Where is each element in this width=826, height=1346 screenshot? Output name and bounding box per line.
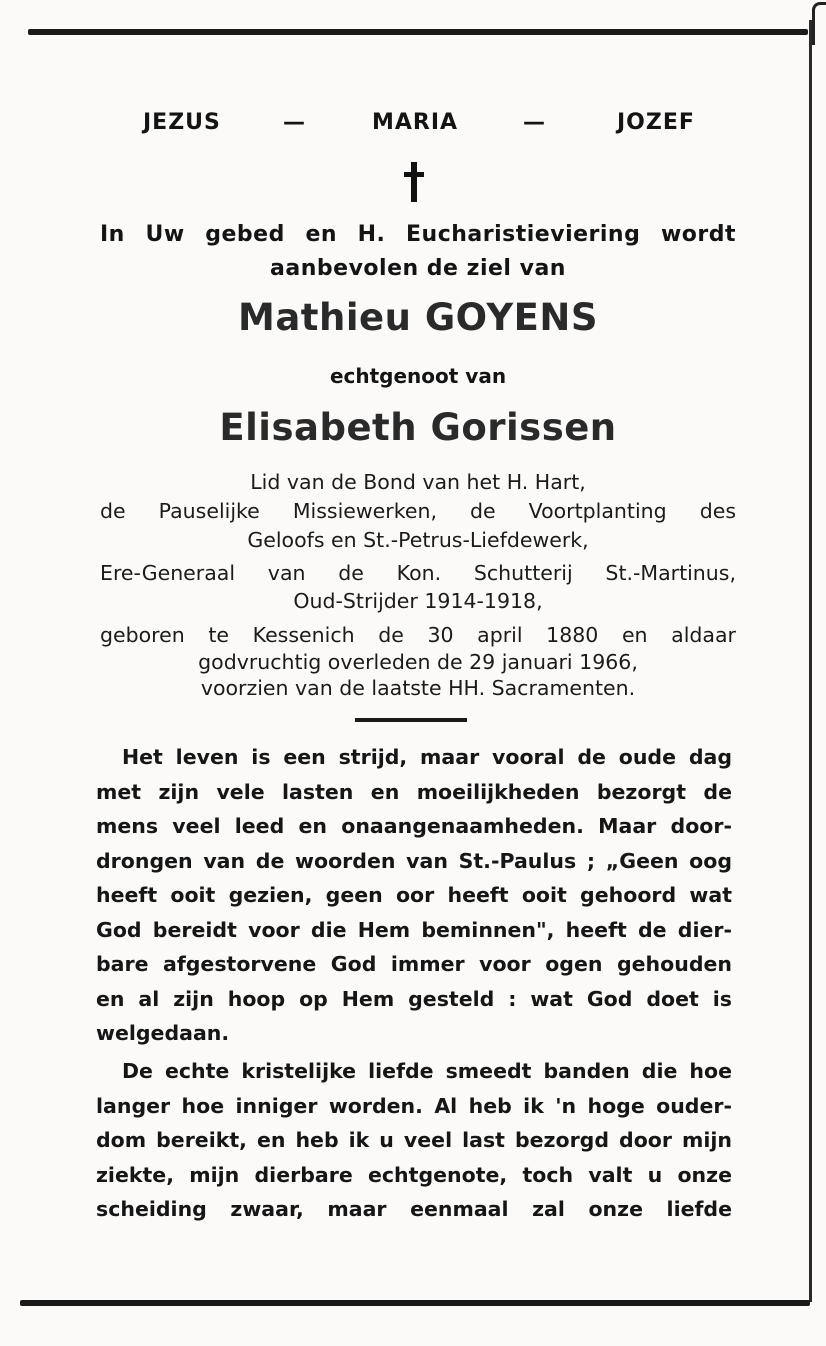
intro-line-2: aanbevolen de ziel van	[270, 256, 566, 281]
life-line: geboren te Kessenich de 30 april 1880 en aldaar	[100, 623, 736, 647]
detail-line: Oud-Strijder 1914-1918,	[293, 589, 543, 613]
header-dash-2: —	[523, 110, 546, 135]
life-line: voorzien van de laatste HH. Sacramenten.	[200, 676, 636, 700]
paragraph-1	[96, 740, 732, 1051]
paragraph-line: bare afgestorvene God immer voor ogen gehouden	[96, 952, 732, 976]
paragraph-line: drongen van de woorden van St.-Paulus ; „Geen oog	[96, 848, 732, 873]
paragraph-2	[96, 1054, 732, 1227]
paragraph-line: heeft ooit gezien, geen oor heeft ooit gehoord wat	[96, 883, 732, 907]
paragraph-line: dom bereikt, en heb ik u veel last bezorgd door mijn	[96, 1128, 732, 1152]
divider-rule	[355, 718, 467, 722]
spouse-name: Elisabeth Gorissen	[219, 406, 617, 449]
paragraph-line: langer hoe inniger worden. Al heb ik 'n hoge ouder-	[96, 1093, 732, 1118]
paragraph-line: mens veel leed en onaangenaamheden. Maar door-	[96, 814, 732, 838]
holy-family-header	[0, 110, 826, 144]
detail-line: Lid van de Bond van het H. Hart,	[250, 470, 586, 494]
life-line: godvruchtig overleden de 29 januari 1966,	[198, 650, 638, 674]
top-rule	[28, 29, 808, 35]
paragraph-line: ziekte, mijn dierbare echtgenote, toch valt u onze	[96, 1162, 732, 1187]
header-maria: MARIA	[372, 110, 459, 135]
header-jozef: JOZEF	[617, 110, 695, 135]
detail-line: Geloofs en St.-Petrus-Liefdewerk,	[247, 528, 589, 552]
corner-mark	[812, 2, 826, 45]
paragraph-line: scheiding zwaar, maar eenmaal zal onze liefde	[96, 1197, 732, 1221]
paragraph-line: Het leven is een strijd, maar vooral de oude dag	[122, 745, 732, 769]
paragraph-line: De echte kristelijke liefde smeedt banden die hoe	[122, 1059, 732, 1083]
detail-line: de Pauselijke Missiewerken, de Voortplanting des	[100, 499, 736, 523]
detail-line: Ere-Generaal van de Kon. Schutterij St.-Martinus,	[100, 561, 736, 585]
paragraph-line: en al zijn hoop op Hem gesteld : wat God doet is	[96, 986, 732, 1011]
header-jezus: JEZUS	[143, 110, 221, 135]
relation-text: echtgenoot van	[329, 364, 507, 388]
header-dash-1: —	[283, 110, 306, 135]
bottom-rule	[20, 1300, 810, 1306]
paragraph-line: welgedaan.	[96, 1021, 230, 1045]
intro-line-1: In Uw gebed en H. Eucharistieviering wordt	[100, 222, 736, 247]
paragraph-line: met zijn vele lasten en moeilijkheden bezorgt de	[96, 779, 732, 804]
paragraph-line: God bereidt voor die Hem beminnen", heeft de dier-	[96, 917, 732, 942]
deceased-name: Mathieu GOYENS	[238, 296, 598, 339]
right-edge-line	[809, 20, 812, 1302]
cross-icon	[403, 162, 425, 202]
